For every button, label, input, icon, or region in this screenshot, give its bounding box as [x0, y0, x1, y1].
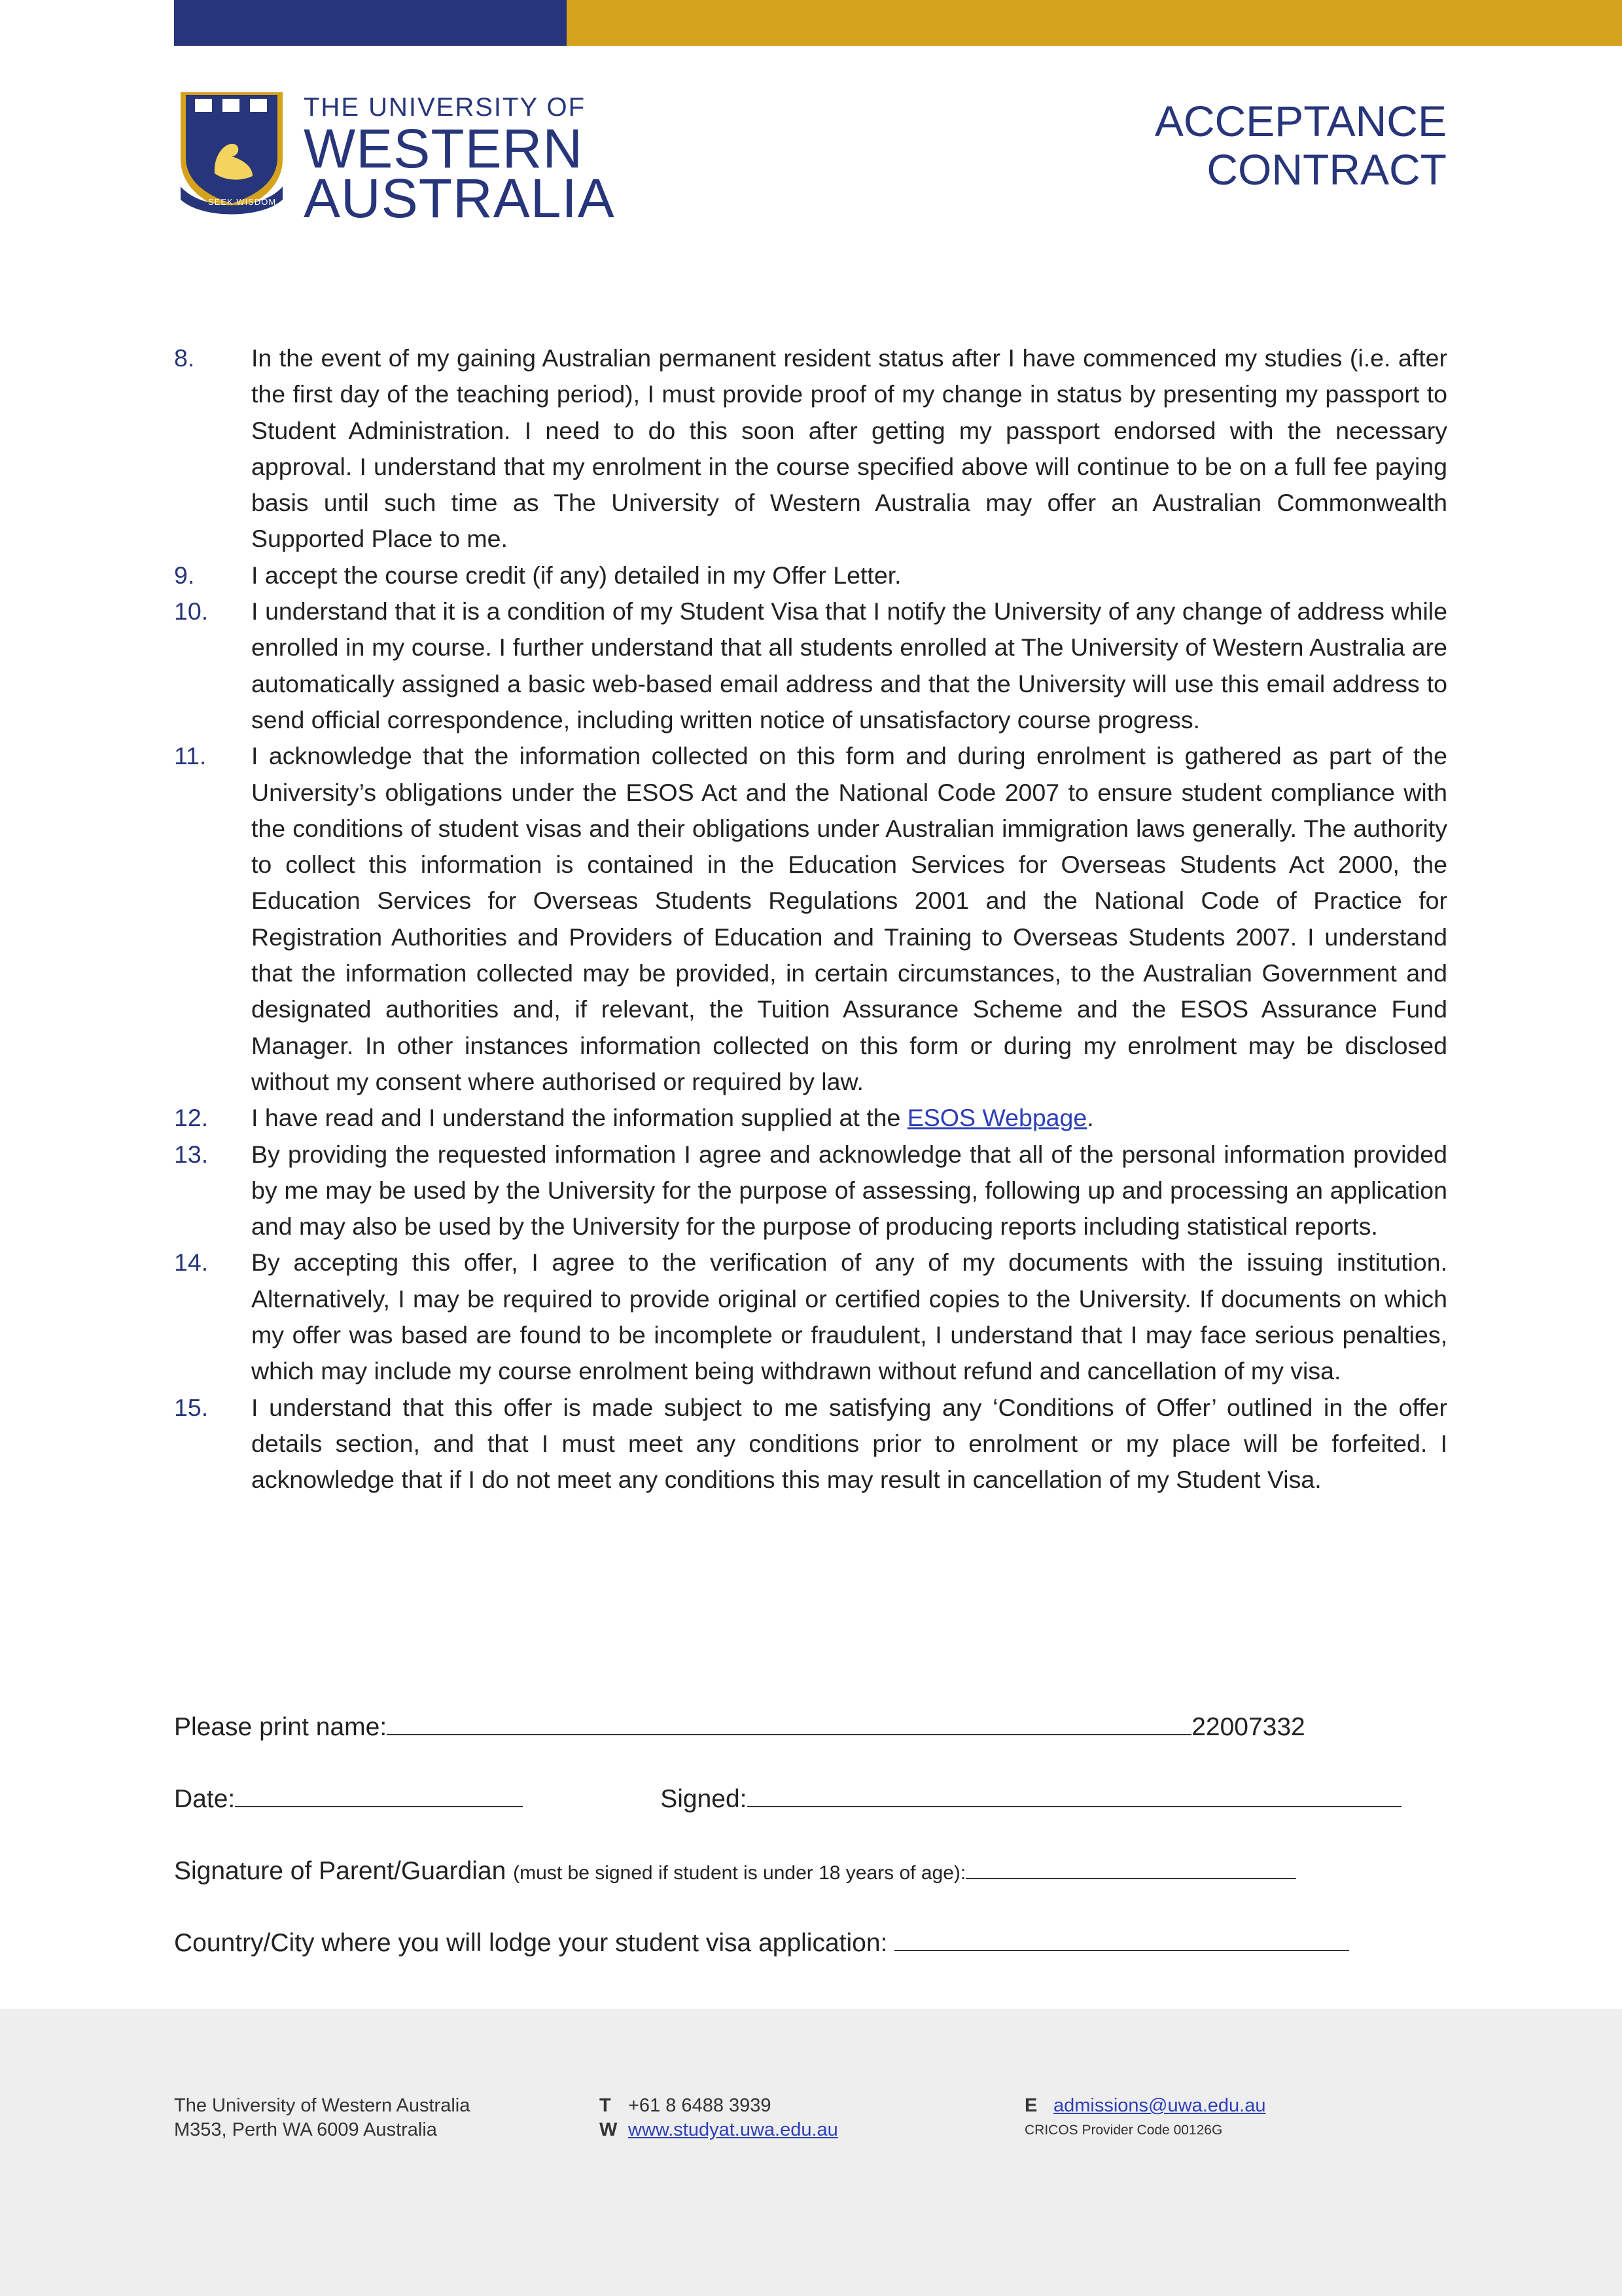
address-line-1: The University of Western Australia [174, 2095, 470, 2116]
logo-line-3: AUSTRALIA [304, 168, 615, 229]
guardian-label: Signature of Parent/Guardian [174, 1857, 506, 1885]
clause-number: 12. [174, 1104, 209, 1132]
address-line-2: M353, Perth WA 6009 Australia [174, 2119, 437, 2140]
clause-text: I understand that this offer is made subject to me satisfying any ‘Conditions of Offer’ outlined in the offer details section, and that I must meet any conditions prior to enrolment or my place will be forfeited. I acknowledge that if I do not meet any conditions this may result in cancellation of my Student Visa. [251, 1393, 1447, 1494]
website-link[interactable]: www.studyat.uwa.edu.au [628, 2119, 838, 2140]
email-link[interactable]: admissions@uwa.edu.au [1053, 2095, 1266, 2116]
clause-number: 13. [174, 1140, 209, 1168]
cricos-code: CRICOS Provider Code 00126G [1025, 2123, 1223, 2138]
clause-14 [174, 1245, 1447, 1389]
web-key: W [599, 2119, 618, 2140]
clause-text [251, 1100, 1447, 1136]
footer-contact [599, 2094, 838, 2142]
clause-text: I accept the course credit (if any) detailed in my Offer Letter. [251, 561, 902, 589]
print-name-label: Please print name: [174, 1713, 387, 1741]
clause-12 [174, 1100, 1447, 1136]
clause-number: 11. [174, 742, 207, 770]
guardian-signature-field[interactable] [966, 1857, 1296, 1879]
clause-number: 15. [174, 1393, 209, 1421]
title-line-2: CONTRACT [1207, 145, 1447, 194]
country-label: Country/City where you will lodge your student visa application: [174, 1929, 888, 1957]
clause-text: By accepting this offer, I agree to the verification of any of my documents with the issuing institution. Alternatively, I may be required to provide original or certified copies to the University. If documents on which my offer was based are found to be incomplete or fraudulent, I understand that I may face serious penalties, which may include my course enrolment being withdrawn without refund and cancellation of my visa. [251, 1248, 1447, 1385]
logo-line-1: THE UNIVERSITY OF [304, 93, 586, 122]
logo-motto: SEEK WISDOM [208, 197, 277, 207]
university-logo [175, 88, 615, 229]
clause-text: I understand that it is a condition of my Student Visa that I notify the University of any change of address while enrolled in my course. I further understand that all students enrolled at The University of Western Australia are automatically assigned a basic web-based email address and that the University will use this email address to send official correspondence, including written notice of unsatisfactory course progress. [251, 597, 1447, 733]
date-field[interactable] [235, 1785, 523, 1807]
clause-8 [174, 340, 1447, 557]
esos-webpage-link[interactable]: ESOS Webpage [907, 1104, 1087, 1132]
print-name-field[interactable] [387, 1713, 1191, 1735]
logo-line-2: WESTERN [304, 118, 583, 179]
header-bar-gold [567, 0, 1622, 46]
clause-text: By providing the requested information I agree and acknowledge that all of the personal information provided by me may be used by the University for the purpose of assessing, following up and processing an application and may also be used by the University for the purpose of producing reports including statistical reports. [251, 1140, 1447, 1241]
country-field[interactable] [894, 1929, 1349, 1951]
clause-number: 8. [174, 344, 195, 372]
clause-text: In the event of my gaining Australian permanent resident status after I have commenced my studies (i.e. after the first day of the teaching period), I must provide proof of my change in status by presenting my passport to Student Administration. I need to do this soon after getting my passport endorsed with the necessary approval. I understand that my enrolment in the course specified above will continue to be on a full fee paying basis until such time as The University of Western Australia may offer an Australian Commonwealth Supported Place to me. [251, 344, 1447, 553]
clause-text-after: . [1087, 1104, 1094, 1132]
footer [0, 2009, 1622, 2296]
clause-11 [174, 738, 1447, 1100]
clause-text-before: I have read and I understand the information supplied at the [251, 1104, 908, 1132]
country-row [174, 1927, 1349, 1960]
signed-label: Signed: [660, 1785, 747, 1813]
clause-number: 9. [174, 561, 195, 589]
clause-10 [174, 593, 1447, 738]
date-signed-row [174, 1783, 1402, 1816]
clause-list [174, 340, 1447, 1498]
document-title [1155, 97, 1447, 194]
clause-9 [174, 557, 1447, 593]
date-label: Date: [174, 1785, 236, 1813]
title-line-1: ACCEPTANCE [1154, 97, 1447, 145]
guardian-note: (must be signed if student is under 18 years of age): [513, 1862, 966, 1884]
guardian-row [174, 1855, 1296, 1890]
clause-number: 14. [174, 1248, 209, 1277]
header-bar-navy [174, 0, 567, 46]
footer-email [1025, 2094, 1265, 2142]
email-key: E [1025, 2095, 1038, 2116]
phone-number: +61 8 6488 3939 [628, 2095, 771, 2116]
footer-address [174, 2094, 470, 2142]
clause-15 [174, 1390, 1447, 1498]
student-id: 22007332 [1191, 1713, 1305, 1741]
signature-field[interactable] [747, 1785, 1402, 1807]
print-name-row [174, 1711, 1305, 1744]
clause-13 [174, 1137, 1447, 1245]
clause-number: 10. [174, 597, 209, 626]
phone-key: T [599, 2095, 611, 2116]
clause-text: I acknowledge that the information collected on this form and during enrolment is gathered as part of the University’s obligations under the ESOS Act and the National Code 2007 to ensure student compliance with the conditions of student visas and their obligations under Australian immigration laws generally. The authority to collect this information is contained in the Education Services for Overseas Students Act 2000, the Education Services for Overseas Students Regulations 2001 and the National Code of Practice for Registration Authorities and Providers of Education and Training to Overseas Students 2007. I understand that the information collected may be provided, in certain circumstances, to the Australian Government and designated authorities and, if relevant, the Tuition Assurance Scheme and the ESOS Assurance Fund Manager. In other instances information collected on this form or during my enrolment may be disclosed without my consent where authorised or required by law. [251, 742, 1447, 1095]
